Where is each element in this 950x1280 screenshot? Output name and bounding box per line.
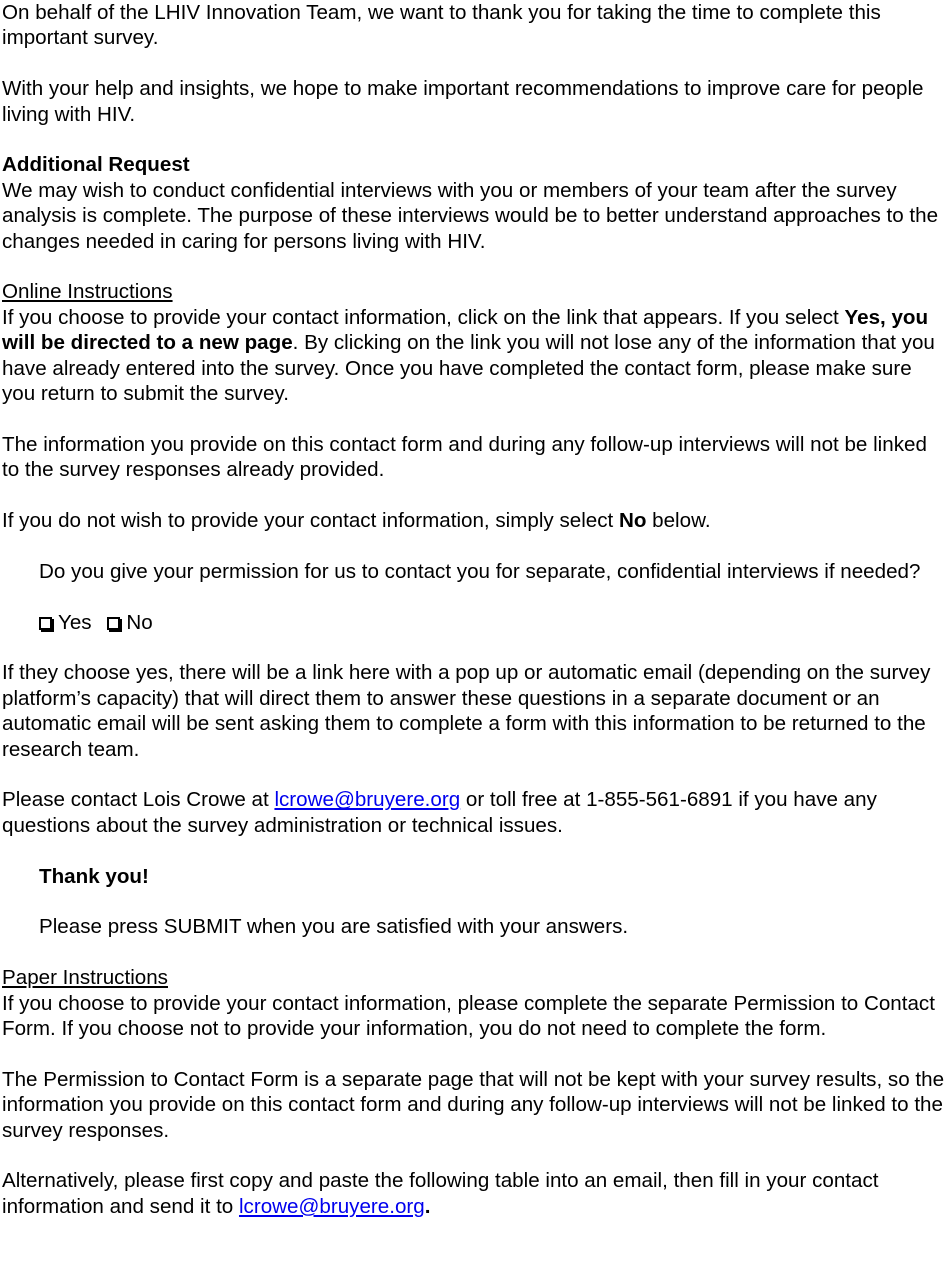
checkbox-icon[interactable]: [107, 617, 120, 630]
checkbox-icon[interactable]: [39, 617, 52, 630]
online-instructions-heading: Online Instructions: [2, 280, 173, 304]
online-instructions-p4: If they choose yes, there will be a link here with a pop up or automatic email (depending on the survey platform’s capacity) that will direct them to answer these questions in a separate document or an automatic email will be sent asking them to complete a form with this information to be returned to the research team.: [2, 661, 931, 761]
contact-email-link[interactable]: lcrowe@bruyere.org: [274, 788, 461, 812]
online-instructions-p2: The information you provide on this contact form and during any follow-up interviews will not be linked to the survey responses already provided.: [2, 432, 927, 482]
additional-request-heading: Additional Request: [2, 153, 190, 177]
permission-question: Do you give your permission for us to contact you for separate, confidential interviews if needed?: [39, 559, 921, 583]
submit-note: Please press SUBMIT when you are satisfied with your answers.: [39, 915, 629, 939]
contact-paragraph: Please contact Lois Crowe at lcrowe@bruyere.org or toll free at 1-855-561-6891 if you have any questions about the survey administration or technical issues.: [2, 788, 877, 837]
online-instructions-p1: If you choose to provide your contact information, click on the link that appears. If you select Yes, you will be directed to a new page. By clicking on the link you will not lose any of the information that you have already entered into the survey. Once you have completed the contact form, please make sure you return to submit the survey.: [2, 305, 935, 406]
permission-options: [2, 610, 948, 635]
insights-paragraph: With your help and insights, we hope to make important recommendations to improve care for people living with HIV.: [2, 77, 924, 126]
intro-paragraph: On behalf of the LHIV Innovation Team, we want to thank you for taking the time to complete this important survey.: [2, 1, 881, 50]
thank-you-text: Thank you!: [39, 864, 149, 888]
option-no[interactable]: No: [107, 610, 152, 635]
paper-instructions-heading: Paper Instructions: [2, 966, 168, 990]
paper-instructions-p1: If you choose to provide your contact information, please complete the separate Permission to Contact Form. If you choose not to provide your information, you do not need to complete the form.: [2, 991, 935, 1041]
additional-request-body: We may wish to conduct confidential interviews with you or members of your team after the survey analysis is complete. The purpose of these interviews would be to better understand approaches to the changes needed in caring for persons living with HIV.: [2, 178, 939, 253]
paper-email-link[interactable]: lcrowe@bruyere.org: [238, 1194, 425, 1218]
option-yes[interactable]: Yes: [39, 610, 92, 635]
paper-instructions-p3: Alternatively, please first copy and paste the following table into an email, then fill in your contact information and send it to lcrowe@bruyere.org.: [2, 1169, 879, 1218]
paper-instructions-p2: The Permission to Contact Form is a separate page that will not be kept with your survey results, so the information you provide on this contact form and during any follow-up interviews will not be linked to the survey responses.: [2, 1067, 945, 1142]
online-instructions-p3: If you do not wish to provide your contact information, simply select No below.: [2, 509, 711, 533]
